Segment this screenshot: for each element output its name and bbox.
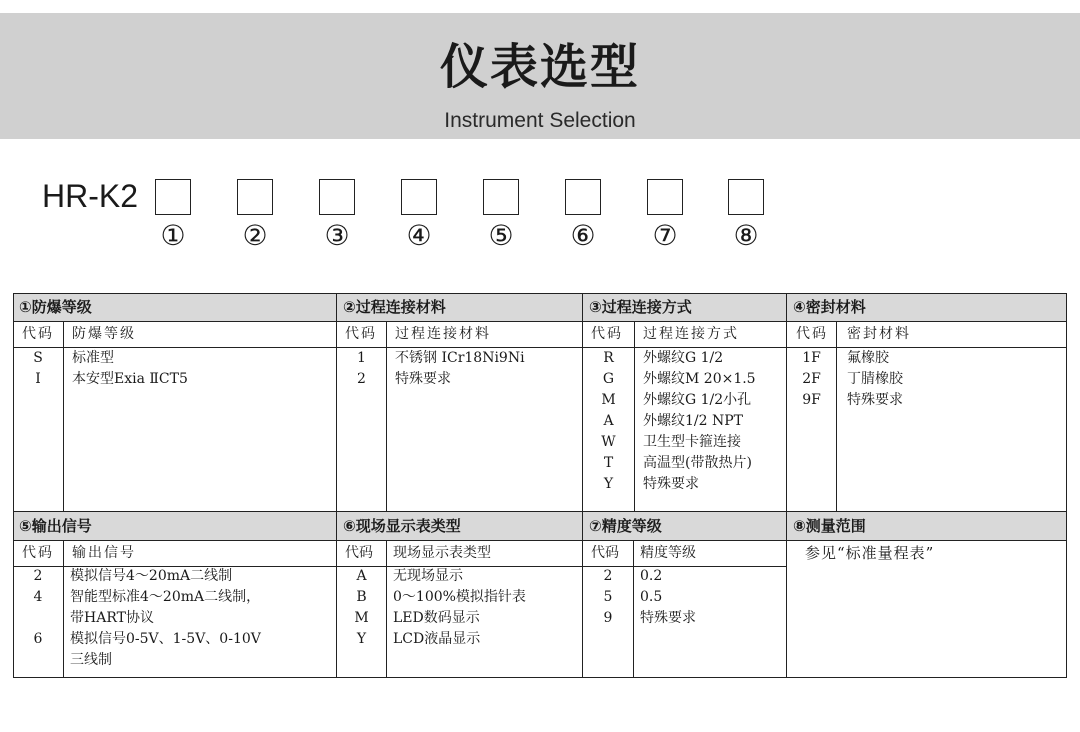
table-row-desc: 丁腈橡胶 bbox=[847, 371, 903, 387]
desc-header: 输出信号 bbox=[72, 545, 136, 561]
page-subtitle: Instrument Selection bbox=[444, 109, 636, 132]
section-title: ④密封材料 bbox=[787, 293, 1066, 322]
table-row-desc: 标准型 bbox=[72, 350, 114, 366]
table-row-code: 5 bbox=[603, 589, 613, 605]
table-row-desc: LED数码显示 bbox=[393, 610, 480, 626]
table-row-code: S bbox=[33, 350, 43, 366]
code-header: 代码 bbox=[345, 545, 373, 561]
table-row-desc: 带HART协议 bbox=[70, 610, 154, 626]
code-header: 代码 bbox=[22, 326, 54, 342]
table-row-code: W bbox=[601, 434, 616, 450]
section-process-connection-material bbox=[337, 293, 583, 512]
table-row-code: 6 bbox=[33, 631, 43, 647]
section-accuracy-class bbox=[583, 512, 787, 678]
column-divider bbox=[63, 541, 64, 677]
column-divider bbox=[63, 322, 64, 511]
slot-number-2: ② bbox=[242, 219, 268, 252]
model-slot-7 bbox=[647, 179, 683, 215]
column-divider bbox=[634, 322, 635, 511]
table-row-code: 2F bbox=[802, 371, 821, 387]
table-row-desc: 本安型Exia ⅡCT5 bbox=[72, 371, 188, 387]
model-slot-3 bbox=[319, 179, 355, 215]
table-row-code: B bbox=[356, 589, 367, 605]
header-banner bbox=[0, 13, 1080, 139]
code-header: 代码 bbox=[345, 326, 377, 342]
table-row-code: 2 bbox=[33, 568, 43, 584]
table-row-desc: 高温型(带散热片) bbox=[643, 455, 752, 471]
range-note: 参见“标准量程表” bbox=[805, 544, 935, 562]
table-row-desc: 特殊要求 bbox=[640, 610, 696, 626]
table-row-code: M bbox=[354, 610, 369, 626]
table-row-code: A bbox=[603, 413, 614, 429]
table-row-desc: 智能型标准4～20mA二线制， bbox=[70, 589, 261, 605]
table-row-code: Y bbox=[356, 631, 367, 647]
table-row-desc: 氟橡胶 bbox=[847, 350, 889, 366]
code-header: 代码 bbox=[591, 326, 623, 342]
section-title: ⑦精度等级 bbox=[583, 512, 786, 541]
slot-number-3: ③ bbox=[324, 219, 350, 252]
table-row-code: M bbox=[601, 392, 616, 408]
table-row-desc: 模拟信号0-5V、1-5V、0-10V bbox=[70, 631, 261, 647]
desc-header: 过程连接方式 bbox=[643, 326, 739, 342]
desc-header: 过程连接材料 bbox=[395, 326, 491, 342]
section-output-signal bbox=[13, 512, 337, 678]
model-prefix: HR-K2 bbox=[42, 178, 139, 214]
model-slot-6 bbox=[565, 179, 601, 215]
model-slot-5 bbox=[483, 179, 519, 215]
model-slot-8 bbox=[728, 179, 764, 215]
code-header: 代码 bbox=[796, 326, 828, 342]
desc-header: 现场显示表类型 bbox=[393, 545, 491, 561]
table-row-code: 2 bbox=[357, 371, 366, 387]
section-title: ②过程连接材料 bbox=[337, 293, 582, 322]
section-title: ⑥现场显示表类型 bbox=[337, 512, 582, 541]
slot-number-1: ① bbox=[160, 219, 186, 252]
column-divider bbox=[836, 322, 837, 511]
model-slot-1 bbox=[155, 179, 191, 215]
table-row-desc: 外螺纹1/2 NPT bbox=[643, 413, 743, 429]
table-row-desc: 特殊要求 bbox=[395, 371, 451, 387]
code-header: 代码 bbox=[591, 545, 619, 561]
table-row-code: T bbox=[603, 455, 614, 471]
slot-number-7: ⑦ bbox=[652, 219, 678, 252]
table-row-desc: 0.5 bbox=[640, 589, 663, 605]
table-row-code: 1F bbox=[802, 350, 821, 366]
table-row-code: R bbox=[603, 350, 614, 366]
slot-number-6: ⑥ bbox=[570, 219, 596, 252]
table-row-desc: 外螺纹M 20×1.5 bbox=[643, 371, 756, 387]
section-field-display-type bbox=[337, 512, 583, 678]
section-title: ⑧测量范围 bbox=[787, 512, 1066, 541]
table-row-desc: 外螺纹G 1/2小孔 bbox=[643, 392, 752, 408]
table-row-desc: 0～100%模拟指针表 bbox=[393, 589, 526, 605]
page-title: 仪表选型 bbox=[439, 39, 640, 95]
desc-header: 密封材料 bbox=[847, 326, 911, 342]
table-row-desc: 模拟信号4～20mA二线制 bbox=[70, 568, 233, 584]
section-title: ①防爆等级 bbox=[13, 293, 336, 322]
slot-number-8: ⑧ bbox=[733, 219, 759, 252]
table-row-desc: 特殊要求 bbox=[847, 392, 903, 408]
table-row-code: A bbox=[356, 568, 367, 584]
column-divider bbox=[633, 541, 634, 677]
table-row-desc: 外螺纹G 1/2 bbox=[643, 350, 724, 366]
section-title: ③过程连接方式 bbox=[583, 293, 786, 322]
table-row-code: 9F bbox=[802, 392, 821, 408]
column-divider bbox=[386, 322, 387, 511]
table-row-code: 4 bbox=[33, 589, 43, 605]
table-row-code: G bbox=[602, 371, 615, 387]
table-row-code: I bbox=[35, 371, 41, 387]
model-slot-4 bbox=[401, 179, 437, 215]
desc-header: 精度等级 bbox=[640, 545, 696, 561]
table-row-code: 2 bbox=[603, 568, 613, 584]
table-row-code: 9 bbox=[603, 610, 613, 626]
table-row-desc: 卫生型卡箍连接 bbox=[643, 434, 741, 450]
table-row-desc: 特殊要求 bbox=[643, 476, 699, 492]
table-row-code: Y bbox=[603, 476, 614, 492]
table-row-desc: 无现场显示 bbox=[393, 568, 463, 584]
table-row-desc: LCD液晶显示 bbox=[393, 631, 481, 647]
column-divider bbox=[386, 541, 387, 677]
slot-number-4: ④ bbox=[406, 219, 432, 252]
model-slot-2 bbox=[237, 179, 273, 215]
table-row-desc: 不锈钢 ICr18Ni9Ni bbox=[395, 350, 525, 366]
section-title: ⑤输出信号 bbox=[13, 512, 336, 541]
section-process-connection-type bbox=[583, 293, 787, 512]
slot-number-5: ⑤ bbox=[488, 219, 514, 252]
section-explosion-proof bbox=[13, 293, 337, 512]
table-row-desc: 三线制 bbox=[70, 652, 112, 668]
table-row-code: 1 bbox=[357, 350, 366, 366]
section-seal-material bbox=[787, 293, 1067, 512]
table-row-desc: 0.2 bbox=[640, 568, 663, 584]
desc-header: 防爆等级 bbox=[72, 326, 136, 342]
code-header: 代码 bbox=[22, 545, 54, 561]
section-measuring-range bbox=[787, 512, 1067, 678]
